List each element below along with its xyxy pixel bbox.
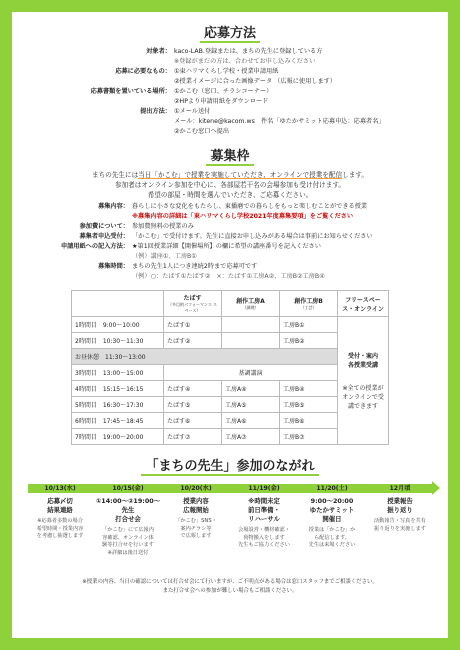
schedule-time: 6時間目 17:45～18:45: [72, 413, 164, 429]
flow-step: [162, 482, 230, 557]
header-room3: 創作工房B （工芸）: [280, 291, 338, 317]
app-value-line: ②授業イメージに合った画像データ （広報に使用します）: [174, 78, 337, 85]
app-value-line: kaco-LAB.登録または、まちの先生に登録している方: [174, 48, 323, 55]
cell-room2: 工房A⑤: [222, 397, 280, 413]
app-value: [174, 87, 434, 107]
schedule-row: [72, 317, 389, 333]
flow-step-head: 授業内容 広報開始: [183, 497, 209, 514]
app-label: 対象者：: [146, 48, 171, 55]
recruit-label: 申請用紙への記入方法：: [60, 243, 129, 250]
flow-step-head: 授業報告 振り返り: [387, 497, 413, 514]
app-label: 提出方法：: [140, 108, 171, 115]
header-room4: フリースペース・オンライン: [338, 291, 389, 317]
app-row: [26, 107, 434, 137]
flow-step-date: 10/15(金): [112, 485, 144, 492]
flyer-page: [12, 12, 448, 638]
cell-room1: たばす④: [164, 381, 222, 397]
header-room2: 創作工房A （調理）: [222, 291, 280, 317]
app-value-line: メール：kitene@kacom.ws 件名「ゆたかサミット応募申込：応募者名」: [174, 118, 385, 125]
section-title-recruitment: 募集枠: [26, 145, 434, 164]
app-value: [174, 107, 434, 137]
schedule-time: 1時間目 9:00～10:00: [72, 317, 164, 333]
recruit-value: [132, 202, 434, 222]
flow-step: [26, 482, 94, 557]
cell-room2: 工房A⑦: [222, 429, 280, 445]
flow-step-date: 10/13(水): [44, 485, 76, 492]
cell-room3: 工房B④: [280, 381, 338, 397]
flow-step-desc: 「かこむ」SNS・ 案内チラシ等 で広報します: [175, 518, 217, 539]
recruit-value: [132, 262, 434, 282]
cell-room3: 工房B②: [280, 333, 338, 349]
flow-step-date: 12月頃: [389, 485, 411, 492]
app-row: [26, 87, 434, 107]
app-value: [174, 67, 434, 87]
app-value-line: ※登録がまだの方は、合わせてお申し込みください: [174, 58, 316, 65]
app-row: [26, 47, 434, 67]
cell-room1: たばす①: [164, 317, 222, 333]
schedule-time: 4時間目 15:15～16:15: [72, 381, 164, 397]
header-room1: たばす （多目的パフォーマンス スペース）: [164, 291, 222, 317]
app-value-line: ①メール送付: [174, 108, 211, 115]
schedule-time: お昼休憩 11:30～13:00: [72, 349, 338, 365]
flow-step: [366, 482, 434, 557]
schedule-time: 3時間目 13:00～15:00: [72, 365, 164, 381]
section-title-application: 応募方法: [26, 22, 434, 41]
recruit-value: [132, 222, 434, 232]
app-label: 応募に必要なもの：: [115, 68, 171, 75]
recruit-label: 募集者申込受付：: [79, 233, 129, 240]
schedule-time: 7時間目 19:00～20:00: [72, 429, 164, 445]
cell-room2: 工房A⑥: [222, 413, 280, 429]
flow-step-desc: 会場設営・機材確認・ 荷物搬入をします 先生もご協力ください: [238, 527, 290, 548]
cell-room3: 工房B⑤: [280, 397, 338, 413]
cell-room3: 工房B⑥: [280, 413, 338, 429]
free-space-text: 受付・案内 各授業受講: [347, 353, 378, 369]
requirements-note: ※募集内容の詳細は「東ハリマくらし学校2021年度募集要項」をご覧ください: [132, 213, 354, 220]
recruit-value-line: ★第1回授業詳細【開催場所】の欄に希望の講座番号を記入ください: [132, 243, 321, 250]
recruit-row: [26, 242, 434, 262]
flow-step-date: 11/20(土): [316, 485, 348, 492]
recruit-row: [26, 262, 434, 282]
recruit-row: [26, 232, 434, 242]
recruit-row: [26, 222, 434, 232]
header-time: [72, 291, 164, 317]
recruit-label: 参加費について：: [79, 223, 129, 230]
cell-room2: 工房A④: [222, 381, 280, 397]
recruit-value-line: まちの先生1人につき連続2時まで応募可です: [132, 263, 258, 270]
cell-room2: [222, 333, 280, 349]
flow-step-desc: 授業は「かこむ」か ら配信します。 先生は来場ください: [308, 527, 356, 548]
cell-room3: 工房B①: [280, 317, 338, 333]
cell-room2: 基調講演: [164, 365, 338, 381]
flow-step: [298, 482, 366, 557]
cell-room1: たばす⑤: [164, 397, 222, 413]
app-value: [174, 47, 434, 67]
flow-step-head: 9:00～20:00 ゆたかサミット 開催日: [309, 497, 355, 523]
app-label: 応募書類を置いている場所：: [90, 88, 171, 95]
schedule-time: 2時間目 10:30～11:30: [72, 333, 164, 349]
cell-room1: たばす⑥: [164, 413, 222, 429]
recruit-value: [132, 242, 434, 262]
app-row: [26, 67, 434, 87]
flow-step-date: 10/20(水): [180, 485, 212, 492]
cell-room1: たばす⑦: [164, 429, 222, 445]
app-value-line: ②HPより申請用紙をダウンロード: [174, 98, 269, 105]
recruit-value-line: （例）講座①、工房B①: [132, 253, 197, 260]
flow-step: [230, 482, 298, 557]
app-value-line: ②かこむ窓口へ提出: [174, 128, 230, 135]
recruit-label: 募集時間：: [98, 263, 129, 270]
app-value-line: ①東ハリマくらし学校・授業申請用紙: [174, 68, 279, 75]
recruitment-lead: まちの先生には当日「かこむ」で授業を実施していただき、オンラインで授業を配信します。 参加者はオンライン参加を中心に、各部屋若干名の会場参加も受け付けます。 希望の部屋・時間を選んでいただき、ご応募ください。: [92, 171, 368, 199]
flow-step-desc: 「かこむ」にて広報内 容確認、オンライン体 験等打合せを行います ※詳細は後日送付: [102, 527, 154, 556]
recruit-value-line: 参加費無料の授業のみ: [132, 223, 194, 230]
application-info: [26, 47, 434, 137]
cell-room3: 工房B⑦: [280, 429, 338, 445]
cell-room1: たばす②: [164, 333, 222, 349]
flow-timeline: [26, 482, 434, 574]
recruit-row: [26, 202, 434, 222]
footnote: ※授業の内容、当日の確認については打合せ会にて行いますが、ご不明点がある場合は窓口スタッフまでご相談ください。 また打合せ会への参加が難しい場合もご相談ください。: [82, 579, 378, 594]
recruitment-info: [26, 202, 434, 282]
flow-step-desc: 活動報告・写真を共有 振り返りを実施します: [374, 518, 426, 532]
flow-step-desc: ※応募者多数の場合 希望時間・授業内容 を考慮し抽選します: [36, 518, 84, 539]
cell-free-space: [338, 317, 389, 445]
flow-step-head: ※時間未定 前日準備・ リハーサル: [248, 497, 280, 523]
flow-step-head: ①14:00～②19:00～ 先生 打合せ会: [95, 497, 161, 523]
flow-step: [94, 482, 162, 557]
section-title-flow: 「まちの先生」参加のながれ: [26, 455, 434, 474]
schedule-time: 5時間目 16:30～17:30: [72, 397, 164, 413]
app-value-line: ①かこむ（窓口、チラシコーナー）: [174, 88, 273, 95]
flow-step-head: 応募〆切 結果連絡: [47, 497, 73, 514]
free-space-note: ※全ての授業が オンラインで受 講できます: [342, 385, 384, 410]
recruit-value: [132, 232, 434, 242]
recruit-value-line: 暮らしに小さな変化をもたらし、東播磨での暮らしをもっと楽しむことができる授業: [132, 203, 368, 210]
cell-room2: [222, 317, 280, 333]
recruit-value-line: （例）○：たばす①たばす② ×：たばす①工房A②、工房B②工房B④: [132, 273, 325, 280]
flow-step-date: 11/19(金): [248, 485, 280, 492]
recruit-value-line: 「かこむ」で受付けます。先生に直接お申し込みがある場合は事前にお知らせください: [132, 233, 373, 240]
recruit-label: 募集内容：: [98, 203, 129, 210]
schedule-table: [71, 290, 389, 445]
